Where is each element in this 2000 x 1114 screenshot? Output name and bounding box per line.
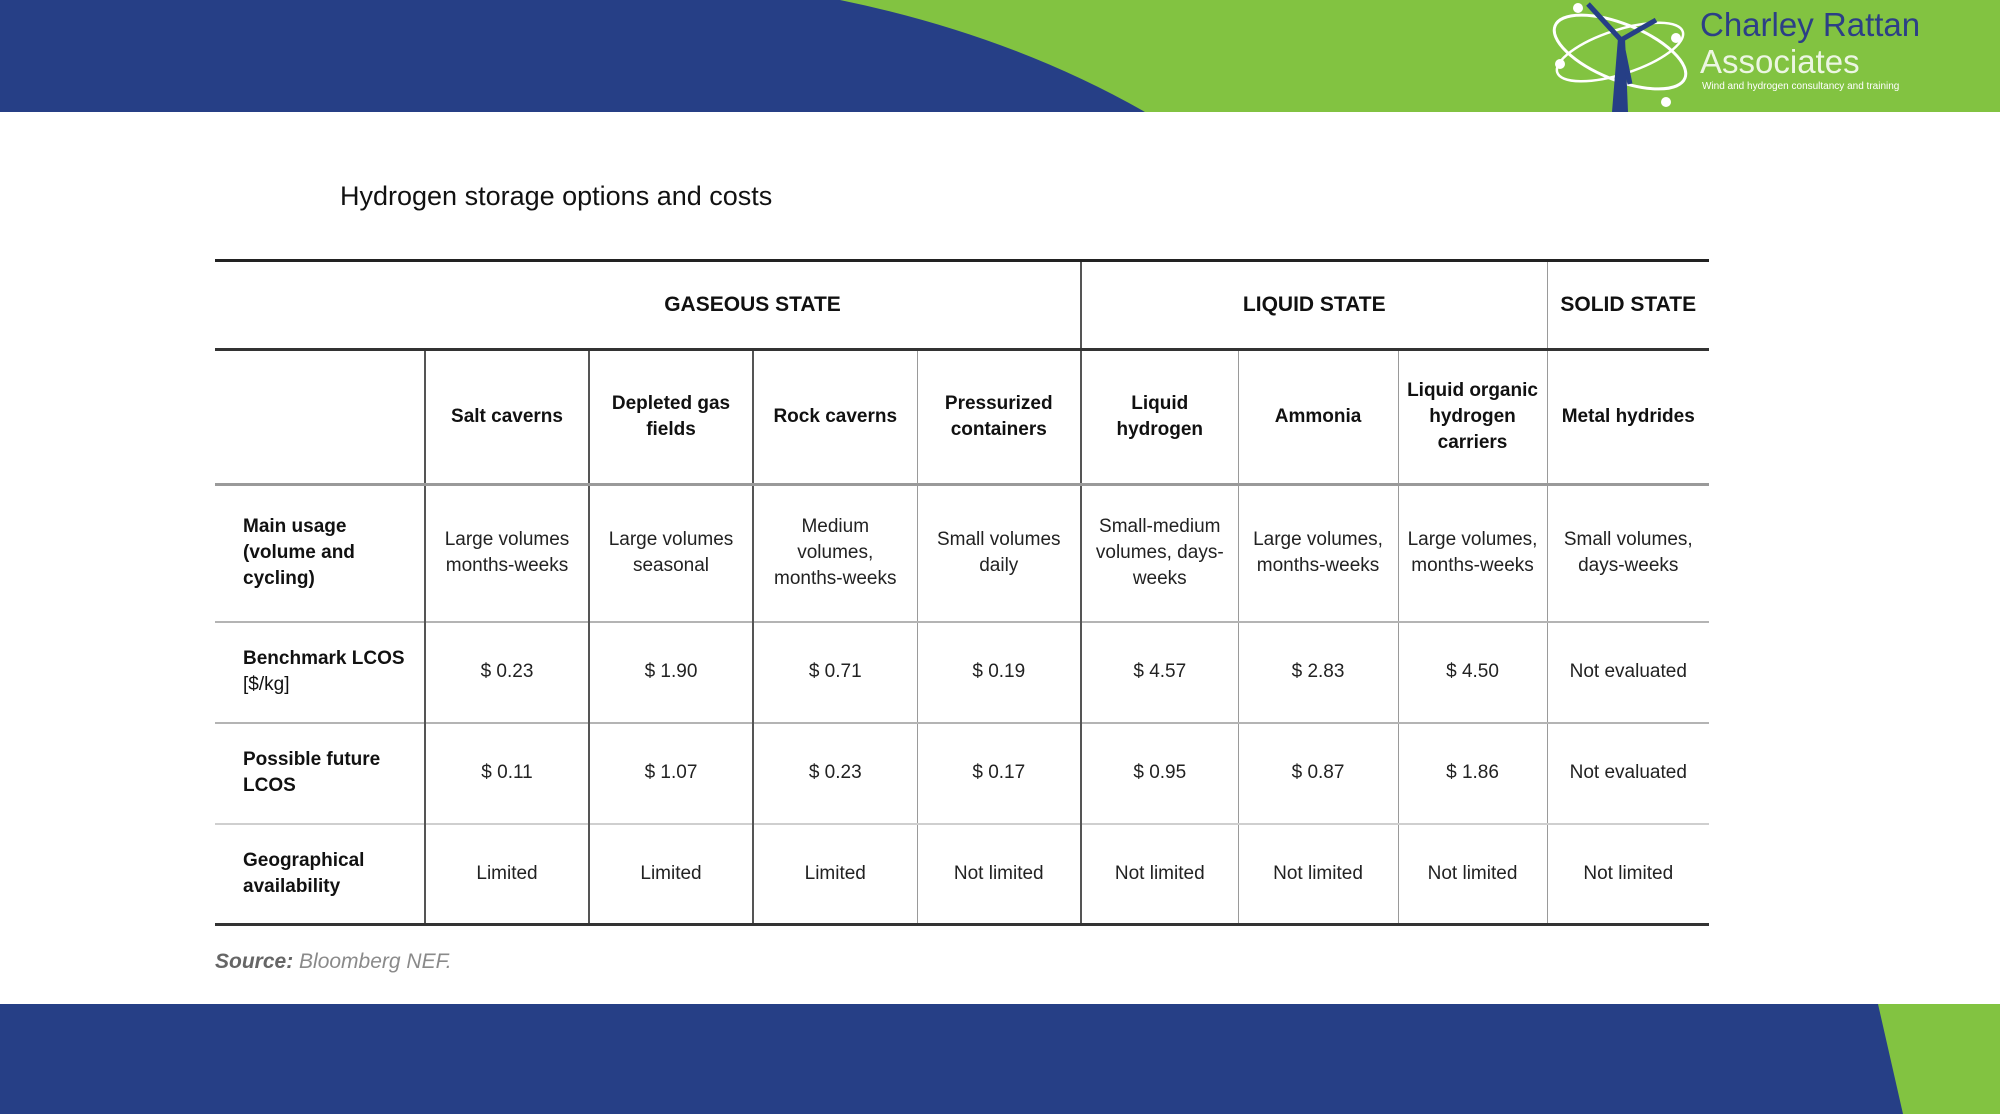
column-header-empty — [215, 350, 425, 485]
table-row-benchmark-lcos — [215, 622, 1709, 723]
column-header-liquid-hydrogen: Liquid hydrogen — [1081, 350, 1238, 485]
row-label: Geographical availability — [243, 849, 365, 897]
column-header-salt-caverns: Salt caverns — [425, 350, 589, 485]
column-header-rock-caverns: Rock caverns — [753, 350, 917, 485]
column-header-row — [215, 350, 1709, 485]
row-label: Main usage (volume and cycling) — [243, 516, 355, 590]
table-cell: $ 4.50 — [1398, 622, 1547, 723]
bottom-banner — [0, 1004, 2000, 1114]
table-cell: Limited — [589, 824, 753, 925]
table-cell: $ 1.07 — [589, 723, 753, 824]
table-cell: $ 4.57 — [1081, 622, 1238, 723]
column-header-pressurized-containers: Pressurized containers — [917, 350, 1081, 485]
table-cell: $ 0.17 — [917, 723, 1081, 824]
group-header-solid: SOLID STATE — [1547, 261, 1709, 350]
logo-company-name: Charley Rattan — [1700, 6, 1921, 43]
table-cell: Medium volumes, months-weeks — [753, 485, 917, 622]
table-cell: Not limited — [1238, 824, 1398, 925]
column-header-metal-hydrides: Metal hydrides — [1547, 350, 1709, 485]
table-cell: Small-medium volumes, days-weeks — [1081, 485, 1238, 622]
column-header-lohc: Liquid organic hydrogen carriers — [1398, 350, 1547, 485]
table-cell: $ 0.71 — [753, 622, 917, 723]
table-cell: Small volumes, days-weeks — [1547, 485, 1709, 622]
table-cell: Large volumes, months-weeks — [1398, 485, 1547, 622]
logo-company-subname: Associates — [1700, 43, 1860, 80]
table-cell: $ 0.87 — [1238, 723, 1398, 824]
table-cell: Not evaluated — [1547, 723, 1709, 824]
table-cell: Not limited — [917, 824, 1081, 925]
table-row-future-lcos — [215, 723, 1709, 824]
page-title: Hydrogen storage options and costs — [340, 181, 773, 211]
table-cell: Not evaluated — [1547, 622, 1709, 723]
table-cell: $ 0.19 — [917, 622, 1081, 723]
table-cell: $ 2.83 — [1238, 622, 1398, 723]
table-cell: Small volumes daily — [917, 485, 1081, 622]
column-header-depleted-gas-fields: Depleted gas fields — [589, 350, 753, 485]
table-cell: Not limited — [1398, 824, 1547, 925]
group-header-row — [215, 261, 1709, 350]
table-cell: $ 1.90 — [589, 622, 753, 723]
group-header-gaseous: GASEOUS STATE — [664, 293, 841, 316]
row-label: Benchmark LCOS [$/kg] — [243, 648, 405, 695]
table-cell: $ 0.95 — [1081, 723, 1238, 824]
table-cell: Large volumes seasonal — [589, 485, 753, 622]
table-cell: $ 1.86 — [1398, 723, 1547, 824]
table-row-main-usage — [215, 485, 1709, 622]
table-cell: Large volumes, months-weeks — [1238, 485, 1398, 622]
logo-tagline: Wind and hydrogen consultancy and training — [1702, 81, 1900, 92]
table-row-geographical-availability — [215, 824, 1709, 925]
table-cell: Limited — [753, 824, 917, 925]
table-cell: $ 0.11 — [425, 723, 589, 824]
table-cell: $ 0.23 — [425, 622, 589, 723]
group-header-empty — [215, 261, 425, 350]
group-header-liquid: LIQUID STATE — [1081, 261, 1547, 350]
table-cell: $ 0.23 — [753, 723, 917, 824]
source-note: Source: Bloomberg NEF. — [215, 950, 452, 973]
table-cell: Not limited — [1547, 824, 1709, 925]
column-header-ammonia: Ammonia — [1238, 350, 1398, 485]
storage-table — [215, 259, 1709, 926]
table-cell: Not limited — [1081, 824, 1238, 925]
table-cell: Large volumes months-weeks — [425, 485, 589, 622]
row-label: Possible future LCOS — [243, 749, 381, 796]
table-cell: Limited — [425, 824, 589, 925]
